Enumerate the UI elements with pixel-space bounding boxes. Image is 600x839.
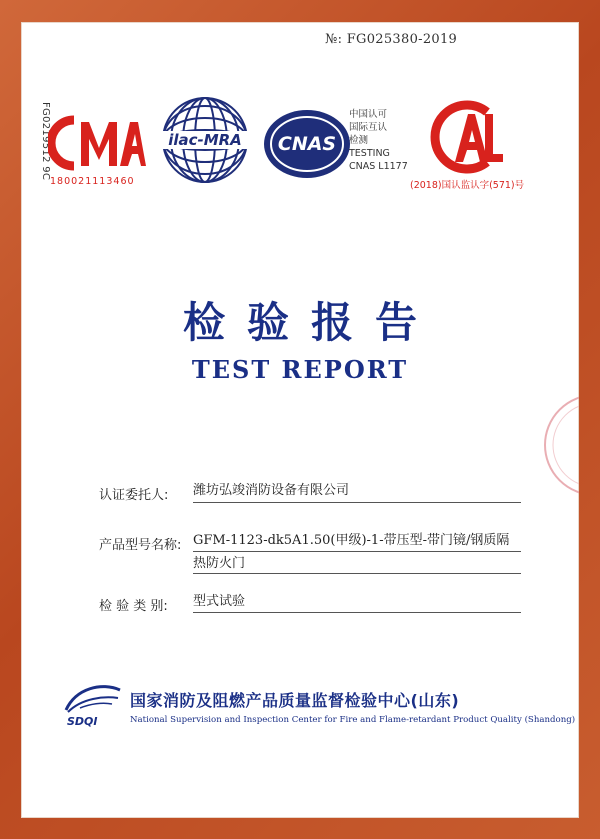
product-value-line-2: 热防火门 <box>193 556 246 571</box>
ilac-mra-label: ilac-MRA <box>151 131 259 149</box>
cma-number: 180021113460 <box>50 176 135 187</box>
partial-seal-stamp <box>533 390 579 500</box>
product-value-line-1: GFM-1123-dk5A1.50(甲级)-1-带压型-带门镜/钢质隔 <box>193 533 510 548</box>
cal-number: (2018)国认监认字(571)号 <box>410 180 525 191</box>
client-value: 潍坊弘竣消防设备有限公司 <box>193 483 350 498</box>
cnas-label: CNAS <box>277 133 337 155</box>
issuer-name-chinese: 国家消防及阻燃产品质量监督检验中心(山东) <box>130 691 460 710</box>
client-label: 认证委托人: <box>99 488 169 503</box>
client-underline <box>193 502 521 503</box>
inspection-type-value: 型式试验 <box>193 594 246 609</box>
product-label: 产品型号名称: <box>99 538 182 553</box>
inspection-type-label: 检 验 类 别: <box>99 599 168 614</box>
issuer-name-english: National Supervision and Inspection Center for Fire and Flame-retardant Product Quality (Shandong) <box>130 715 576 725</box>
vertical-id: FG0219512 9C <box>40 102 51 181</box>
title-english: TEST REPORT <box>191 355 409 384</box>
sdqi-logo <box>62 682 124 716</box>
report-number: №: FG025380-2019 <box>325 32 458 47</box>
title-chinese: 检验报告 <box>182 298 439 347</box>
product-underline-2 <box>193 573 521 574</box>
cal-logo <box>425 100 505 174</box>
cma-logo <box>48 112 146 174</box>
sdqi-logo-text: SDQI <box>67 715 98 728</box>
cnas-accreditation-text: 中国认可 国际互认 检测 TESTING CNAS L1177 <box>349 109 408 172</box>
inspection-type-underline <box>193 612 521 613</box>
